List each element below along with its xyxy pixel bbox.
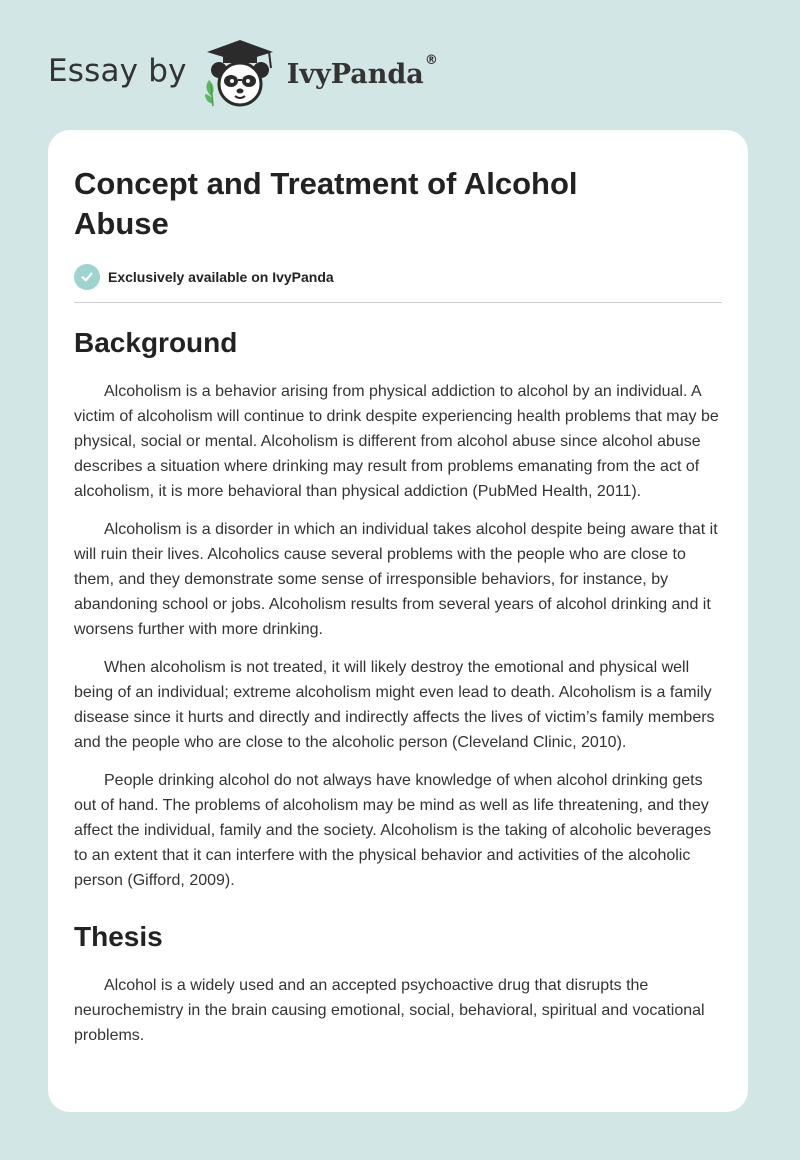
brand-header[interactable] — [48, 38, 438, 108]
exclusive-badge-text: Exclusively available on IvyPanda — [108, 269, 334, 285]
section-heading-background: Background — [74, 327, 238, 358]
brand-name-text: IvyPanda — [286, 58, 424, 90]
section-heading-thesis: Thesis — [74, 921, 163, 952]
essay-title: Concept and Treatment of Alcohol Abuse — [74, 166, 578, 241]
paragraph: Alcoholism is a disorder in which an individual takes alcohol despite being aware that it will ruin their lives. Alcoholics cause several problems with the people who are close to them, and they demonstrate some sense of irresponsible behaviors, for instance, by abandoning school or jobs. Alcoholism results from several years of alcohol drinking and it worsens further with more drinking. — [74, 521, 718, 638]
brand-name — [286, 52, 438, 90]
divider — [74, 302, 722, 303]
check-circle-icon — [74, 264, 100, 290]
exclusive-badge — [74, 264, 722, 290]
paragraph: People drinking alcohol do not always have knowledge of when alcohol drinking gets out of hand. The problems of alcoholism may be mind as well as life threatening, and they affect the individual, family and the society. Alcoholism is the taking of alcoholic beverages to an extent that it can interfere with the physical behavior and activities of the alcoholic person (Gifford, 2009). — [74, 772, 712, 889]
registered-mark: ® — [424, 52, 438, 68]
brand-prefix: Essay by — [48, 53, 187, 89]
paragraph: Alcohol is a widely used and an accepted psychoactive drug that disrupts the neurochemistry in the brain causing emotional, social, behavioral, spiritual and vocational problems. — [74, 977, 705, 1044]
paragraph: When alcoholism is not treated, it will likely destroy the emotional and physical well being of an individual; extreme alcoholism might even lead to death. Alcoholism is a family disease since it hurts and directly and indirectly affects the lives of victim’s family members and the people who are close to the alcoholic person (Cleveland Clinic, 2010). — [74, 659, 715, 751]
panda-graduate-icon — [199, 38, 281, 108]
essay-card — [48, 130, 748, 1112]
paragraph: Alcoholism is a behavior arising from physical addiction to alcohol by an individual. A victim of alcoholism will continue to drink despite experiencing health problems that may be physical, social or mental. Alcoholism is different from alcohol abuse since alcohol abuse describes a situation where drinking may result from problems emanating from the act of alcoholism, it is more behavioral than physical addiction (PubMed Health, 2011). — [74, 383, 719, 500]
